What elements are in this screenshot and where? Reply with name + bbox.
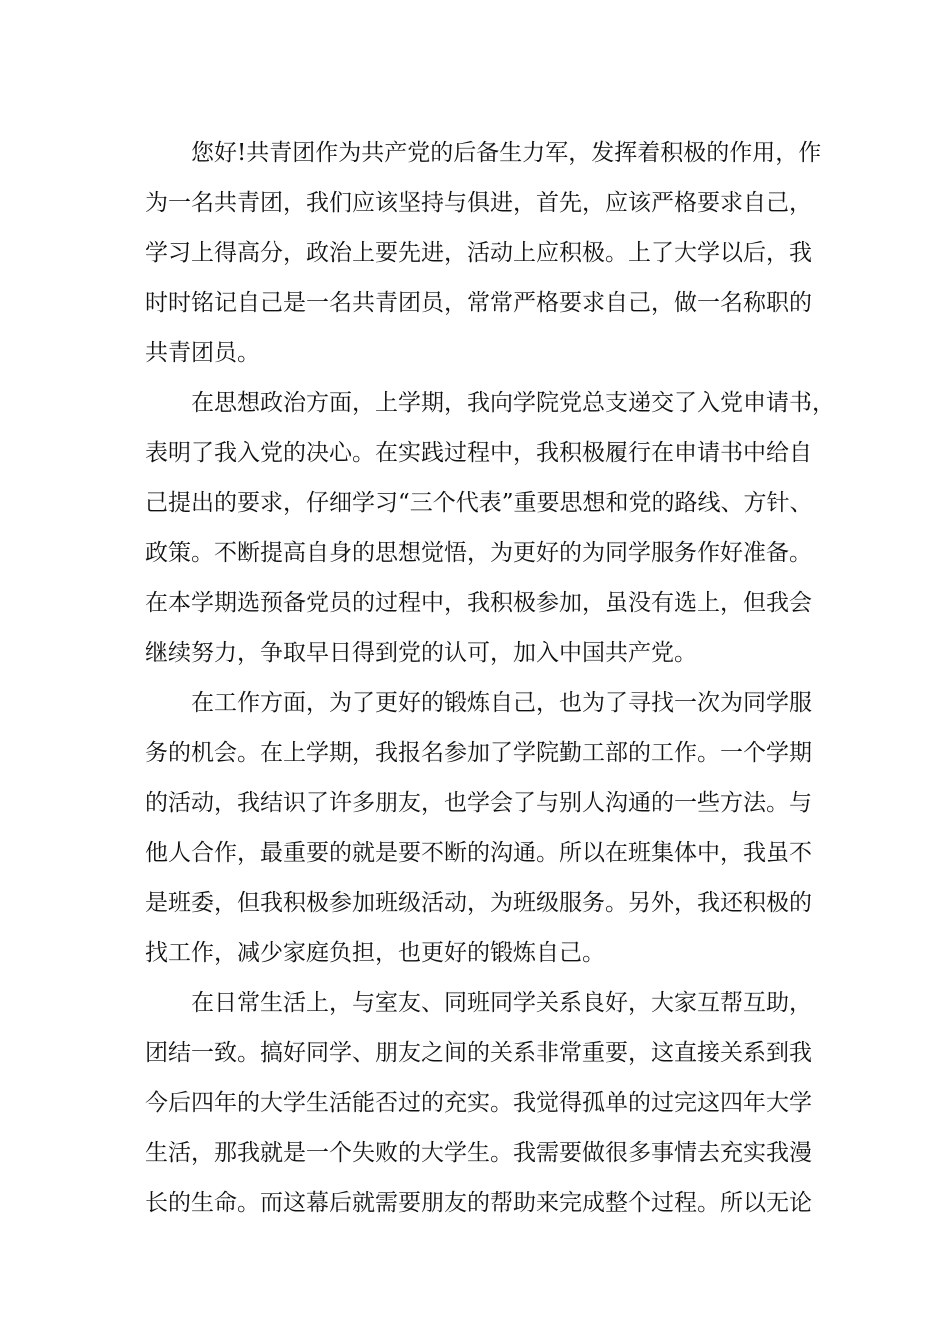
document-body bbox=[145, 128, 835, 1228]
paragraph-line: 学习上得高分，政治上要先进，活动上应积极。上了大学以后，我 bbox=[145, 240, 812, 266]
paragraph-line: 找工作，减少家庭负担，也更好的锻炼自己。 bbox=[145, 940, 605, 966]
paragraph-line: 是班委，但我积极参加班级活动，为班级服务。另外，我还积极的 bbox=[145, 890, 812, 916]
paragraph-line: 时时铭记自己是一名共青团员，常常严格要求自己，做一名称职的 bbox=[145, 290, 812, 316]
paragraph-line: 政策。不断提高自身的思想觉悟，为更好的为同学服务作好准备。 bbox=[145, 540, 812, 566]
paragraph-line: 在本学期选预备党员的过程中，我积极参加，虽没有选上，但我会 bbox=[145, 590, 812, 616]
paragraph-line: 在日常生活上，与室友、同班同学关系良好，大家互帮互助， bbox=[191, 990, 812, 1016]
paragraph-line: 表明了我入党的决心。在实践过程中，我积极履行在申请书中给自 bbox=[145, 440, 812, 466]
paragraph-line: 生活，那我就是一个失败的大学生。我需要做很多事情去充实我漫 bbox=[145, 1140, 812, 1166]
paragraph-line: 今后四年的大学生活能否过的充实。我觉得孤单的过完这四年大学 bbox=[145, 1090, 812, 1116]
paragraph-line: 您好!共青团作为共产党的后备生力军，发挥着积极的作用，作 bbox=[191, 140, 822, 166]
paragraph-daily-life bbox=[145, 978, 815, 1228]
paragraph-line: 己提出的要求，仔细学习“三个代表”重要思想和党的路线、方针、 bbox=[145, 490, 813, 516]
paragraph-line: 团结一致。搞好同学、朋友之间的关系非常重要，这直接关系到我 bbox=[145, 1040, 812, 1066]
paragraph-line: 长的生命。而这幕后就需要朋友的帮助来完成整个过程。所以无论 bbox=[145, 1190, 812, 1216]
paragraph-line: 的活动，我结识了许多朋友，也学会了与别人沟通的一些方法。与 bbox=[145, 790, 812, 816]
paragraph-line: 继续努力，争取早日得到党的认可，加入中国共产党。 bbox=[145, 640, 697, 666]
paragraph-work bbox=[145, 678, 815, 978]
paragraph-politics bbox=[145, 378, 835, 678]
paragraph-line: 为一名共青团，我们应该坚持与俱进，首先，应该严格要求自己， bbox=[145, 190, 812, 216]
paragraph-line: 共青团员。 bbox=[145, 340, 260, 366]
paragraph-line: 在工作方面，为了更好的锻炼自己，也为了寻找一次为同学服 bbox=[191, 690, 812, 716]
paragraph-line: 在思想政治方面，上学期，我向学院党总支递交了入党申请书， bbox=[191, 390, 835, 416]
paragraph-line: 务的机会。在上学期，我报名参加了学院勤工部的工作。一个学期 bbox=[145, 740, 812, 766]
paragraph-intro bbox=[145, 128, 822, 378]
paragraph-line: 他人合作，最重要的就是要不断的沟通。所以在班集体中，我虽不 bbox=[145, 840, 812, 866]
